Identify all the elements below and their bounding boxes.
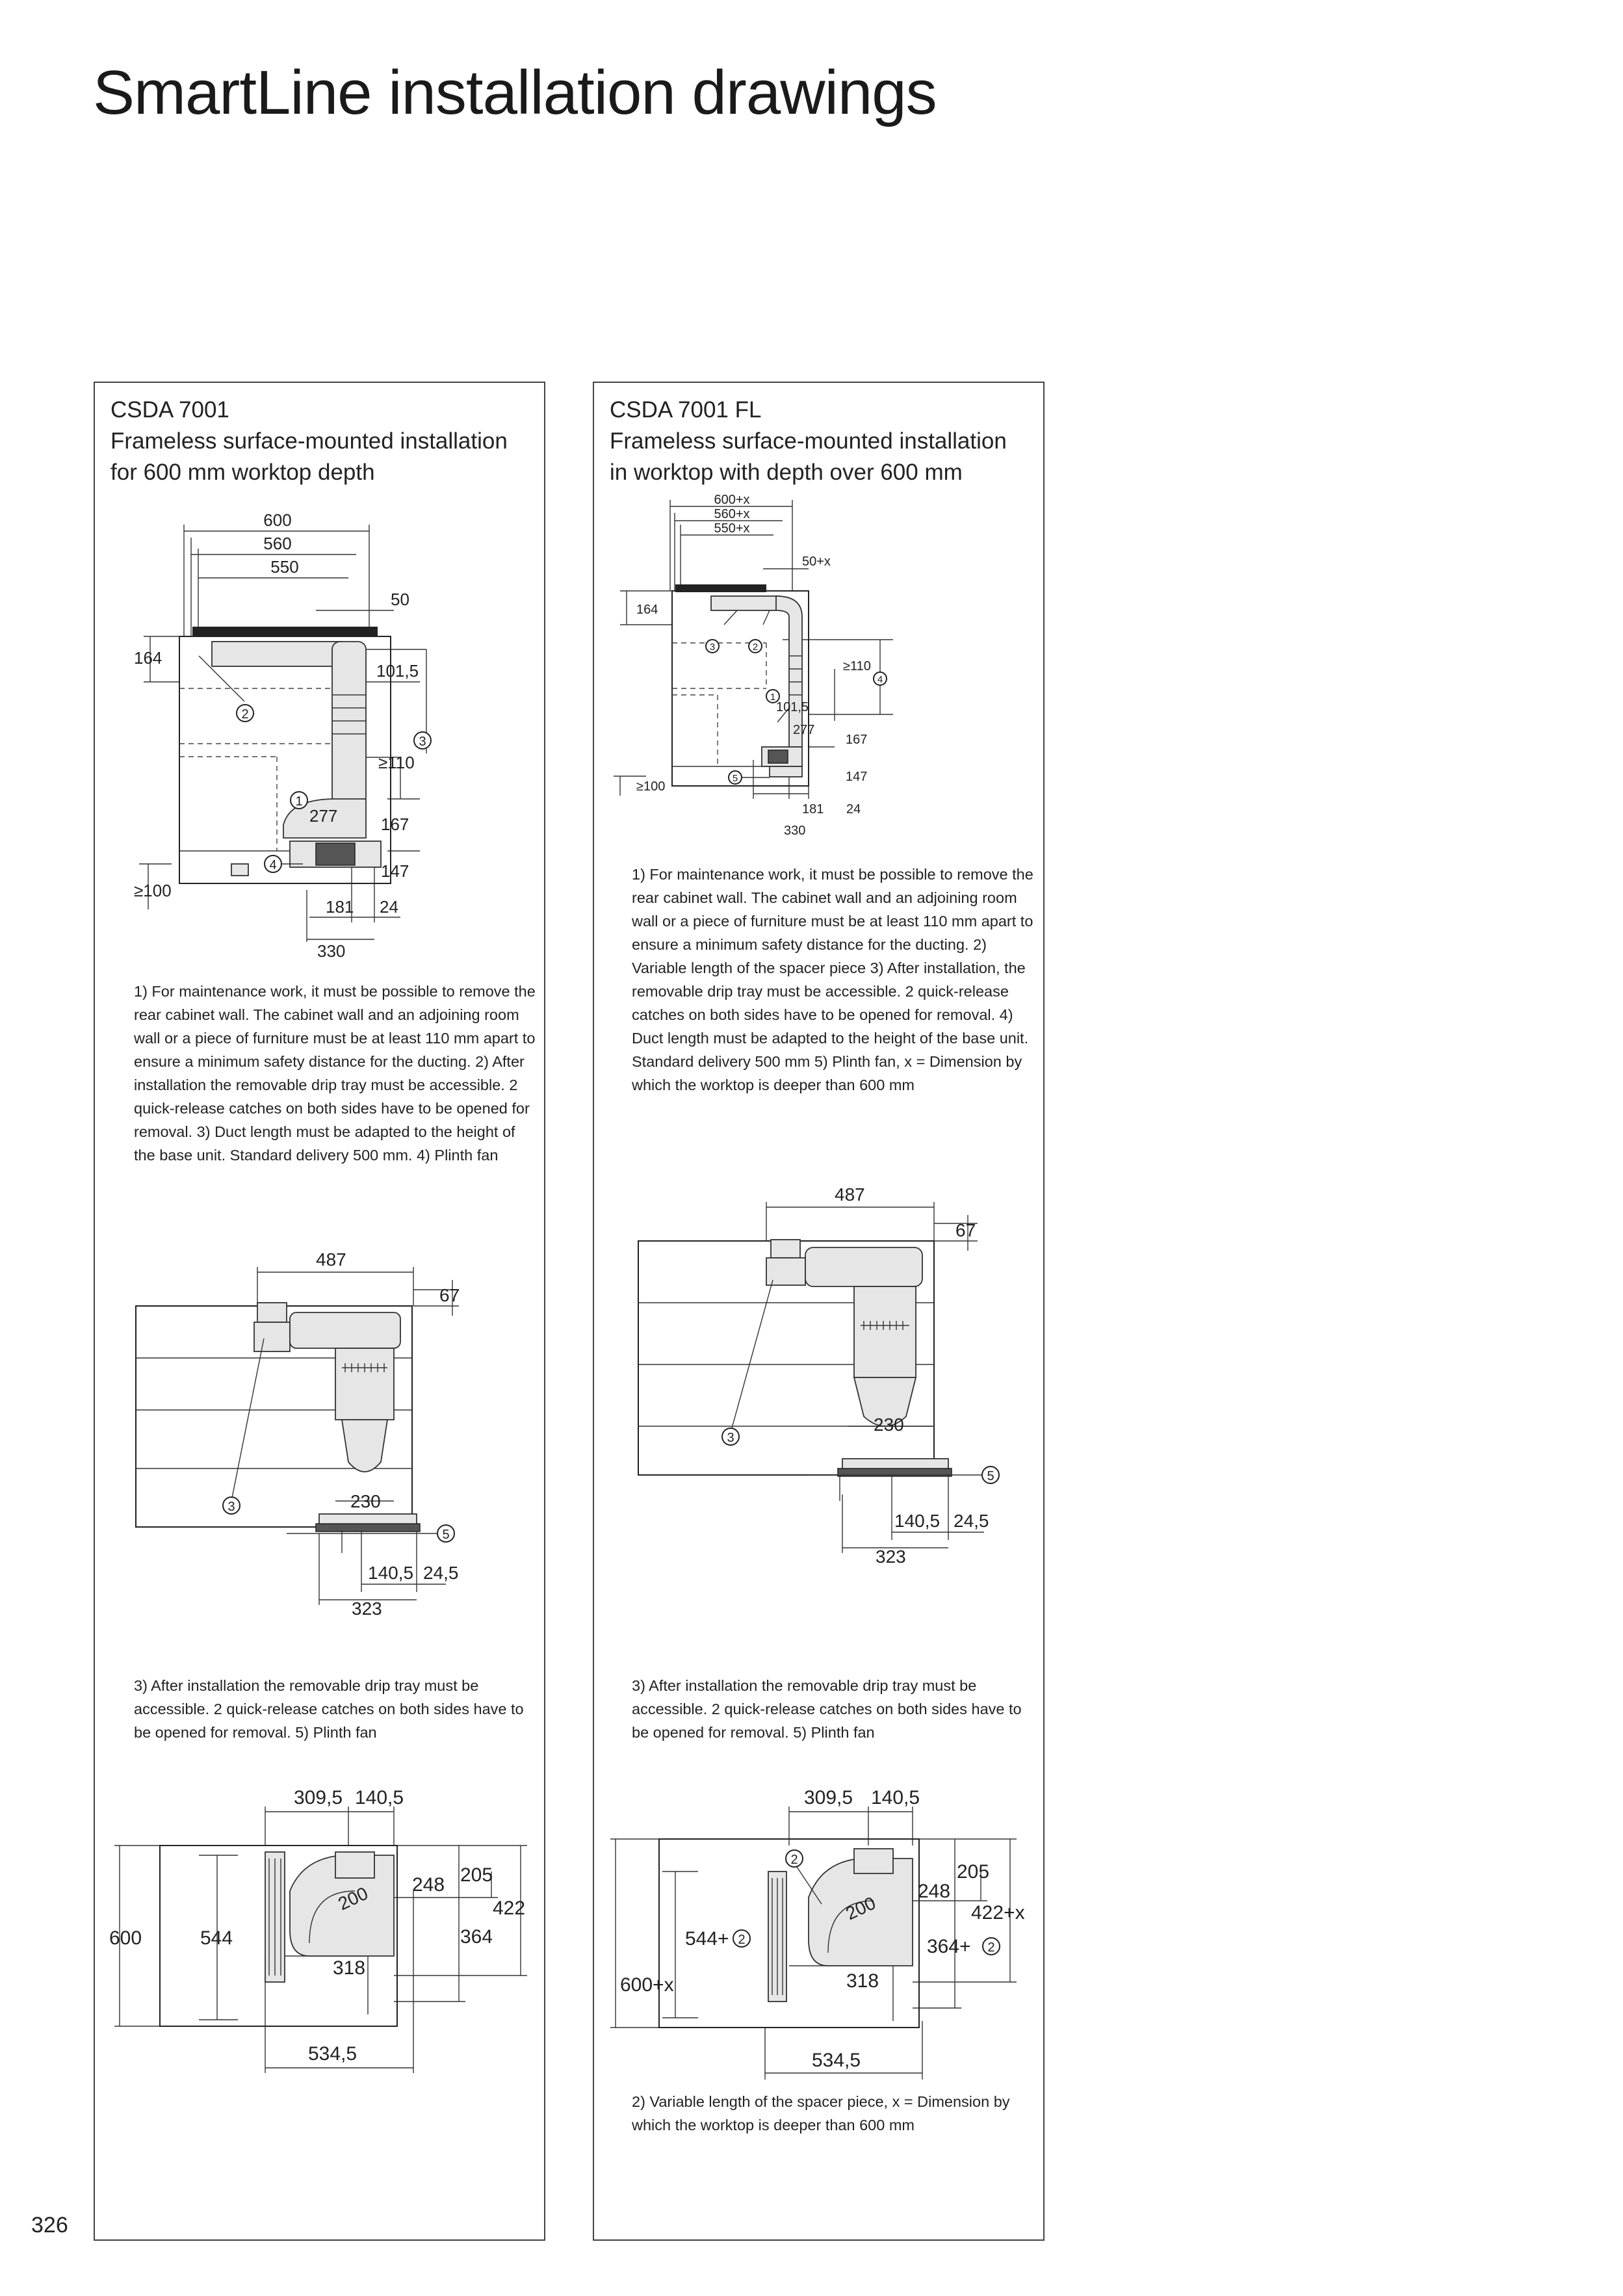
note-front-view: 3) After installation the removable drip tray must be accessible. 2 quick-release catches on both sides have to be opened for removal. 5) Plinth fan — [134, 1677, 524, 1741]
dim-147: 147 — [381, 861, 409, 881]
dim-230: 230 — [350, 1491, 381, 1511]
dim-364-fl: 364+ — [927, 1936, 971, 1957]
note-top-view-fl: 2) Variable length of the spacer piece, x = Dimension by which the worktop is deeper than 600 mm — [632, 2093, 1010, 2133]
dim-min-110: ≥110 — [378, 753, 415, 772]
dim-67: 67 — [439, 1285, 460, 1305]
dim-200: 200 — [335, 1883, 371, 1914]
callout-3-front-label: 3 — [227, 1500, 235, 1514]
dim-24: 24 — [380, 897, 398, 917]
dim-140-5-top: 140,5 — [355, 1787, 404, 1808]
dim-550x: 550+x — [714, 521, 750, 536]
callout-1-fl-side: 1 — [770, 692, 776, 703]
dim-230-fl: 230 — [874, 1415, 904, 1435]
side-section-drawing — [95, 383, 547, 968]
dim-330-fl: 330 — [784, 824, 806, 838]
dim-309-5: 309,5 — [294, 1787, 343, 1808]
callout-2-fl-side: 2 — [752, 642, 759, 653]
side-section-drawing-fl — [594, 383, 1046, 851]
dim-181: 181 — [326, 897, 354, 917]
dim-318: 318 — [333, 1957, 366, 1979]
dim-200-fl: 200 — [842, 1892, 879, 1924]
subtitle-line-2: for 600 mm worktop depth — [110, 460, 375, 485]
top-view-drawing-fl — [594, 1761, 1046, 2125]
dim-323: 323 — [352, 1598, 382, 1619]
callout-5-front-label: 5 — [442, 1528, 450, 1542]
subtitle-line-1: Frameless surface-mounted installation — [110, 428, 508, 454]
model-name-fl: CSDA 7001 FL — [610, 397, 762, 423]
dim-487: 487 — [316, 1249, 346, 1270]
dim-560: 560 — [263, 534, 292, 553]
dim-min-100-fl: ≥100 — [636, 779, 666, 794]
note-side-section-fl: 1) For maintenance work, it must be possible to remove the rear cabinet wall. The cabinet wall and an adjoining room wall or a piece of furniture must be at least 110 mm apart to ensure a minimum safety distance for the ducting. 2) Variable length of the spacer piece 3) After installation, the removable drip tray must be accessible. 2 quick-release catches on both sides have to be opened for removal. 4) Duct length must be adapted to the height of the base unit. Standard delivery 500 mm 5) Plinth fan, x = Dimension by which the worktop is deeper than 600 mm — [632, 866, 1033, 1093]
note-front-view-fl: 3) After installation the removable drip tray must be accessible. 2 quick-release catches on both sides have to be opened for removal. 5) Plinth fan — [632, 1677, 1022, 1741]
dim-101-5-fl: 101,5 — [776, 700, 809, 714]
callout-3-fl-front: 3 — [727, 1431, 734, 1445]
dim-101-5: 101,5 — [376, 661, 419, 681]
page-number: 326 — [31, 2213, 68, 2237]
callout-5-fl-side: 5 — [732, 773, 738, 784]
dim-67-fl: 67 — [955, 1220, 976, 1240]
dim-167-fl: 167 — [846, 733, 868, 747]
dim-140-5: 140,5 — [368, 1563, 414, 1583]
dim-277: 277 — [309, 806, 338, 826]
dim-600-top: 600 — [109, 1927, 142, 1949]
callout-2-fl-top-b: 2 — [987, 1940, 995, 1955]
dim-147-fl: 147 — [846, 770, 868, 784]
dim-140-5-fl: 140,5 — [894, 1511, 941, 1531]
dim-560x: 560+x — [714, 507, 750, 521]
note-side-section: 1) For maintenance work, it must be possible to remove the rear cabinet wall. The cabinet wall and an adjoining room wall or a piece of furniture must be at least 110 mm apart to ensure a minimum safety distance for the ducting. 2) After installation the removable drip tray must be accessible. 2 quick-release catches on both sides have to be opened for removal. 3) Duct length must be adapted to the height of the base unit. Standard delivery 500 mm. 4) Plinth fan — [134, 983, 536, 1164]
page-title: SmartLine installation drawings — [93, 58, 937, 127]
dim-600x: 600+x — [714, 493, 750, 507]
dim-544: 544 — [200, 1927, 233, 1949]
dim-24-5-fl: 24,5 — [954, 1511, 989, 1531]
dim-205: 205 — [460, 1864, 493, 1886]
dim-422: 422 — [493, 1898, 526, 1919]
dim-544-fl: 544+ — [685, 1928, 729, 1950]
panel-csda-7001 — [94, 382, 545, 2241]
dim-534-5-fl: 534,5 — [812, 2050, 861, 2071]
dim-534-5: 534,5 — [308, 2043, 357, 2065]
panel-csda-7001-fl — [593, 382, 1045, 2241]
callout-5-fl-front: 5 — [987, 1469, 994, 1483]
dim-323-fl: 323 — [876, 1546, 906, 1567]
callout-3-fl-side: 3 — [709, 642, 716, 653]
dim-24-fl: 24 — [846, 802, 861, 816]
dim-364: 364 — [460, 1926, 493, 1948]
dim-600x-top: 600+x — [620, 1974, 674, 1996]
dim-487-fl: 487 — [835, 1184, 865, 1205]
subtitle-line-1-fl: Frameless surface-mounted installation — [610, 428, 1007, 454]
callout-3-label: 3 — [419, 735, 426, 749]
dim-24-5: 24,5 — [423, 1563, 459, 1583]
dim-min-100: ≥100 — [134, 881, 172, 900]
dim-181-fl: 181 — [802, 802, 824, 816]
callout-4-label: 4 — [269, 858, 277, 872]
model-name: CSDA 7001 — [110, 397, 229, 423]
dim-248-fl: 248 — [918, 1881, 951, 1902]
dim-min-110-fl: ≥110 — [843, 659, 871, 673]
dim-309-5-fl: 309,5 — [804, 1787, 853, 1808]
dim-50x: 50+x — [802, 554, 831, 569]
dim-164-fl: 164 — [636, 603, 658, 617]
dim-330: 330 — [317, 941, 346, 961]
callout-2-fl-top-c: 2 — [738, 1933, 746, 1947]
dim-50: 50 — [391, 590, 409, 609]
callout-4-fl-side: 4 — [877, 674, 883, 685]
dim-167: 167 — [381, 815, 409, 834]
callout-1-label: 1 — [295, 794, 303, 809]
dim-248: 248 — [412, 1874, 445, 1896]
callout-2-fl-top-a: 2 — [790, 1853, 798, 1867]
subtitle-line-2-fl: in worktop with depth over 600 mm — [610, 460, 963, 485]
dim-550: 550 — [270, 557, 299, 577]
front-view-drawing — [95, 1228, 547, 1618]
dim-318-fl: 318 — [846, 1970, 879, 1992]
dim-422x: 422+x — [971, 1902, 1025, 1924]
dim-164: 164 — [134, 648, 162, 668]
dim-140-5-fl-top: 140,5 — [871, 1787, 920, 1808]
top-view-drawing — [95, 1761, 547, 2086]
dim-277-fl: 277 — [793, 723, 815, 737]
dim-205-fl: 205 — [957, 1861, 990, 1883]
callout-2-label: 2 — [241, 707, 249, 722]
dim-600: 600 — [263, 510, 292, 530]
front-view-drawing-fl — [594, 1163, 1046, 1567]
